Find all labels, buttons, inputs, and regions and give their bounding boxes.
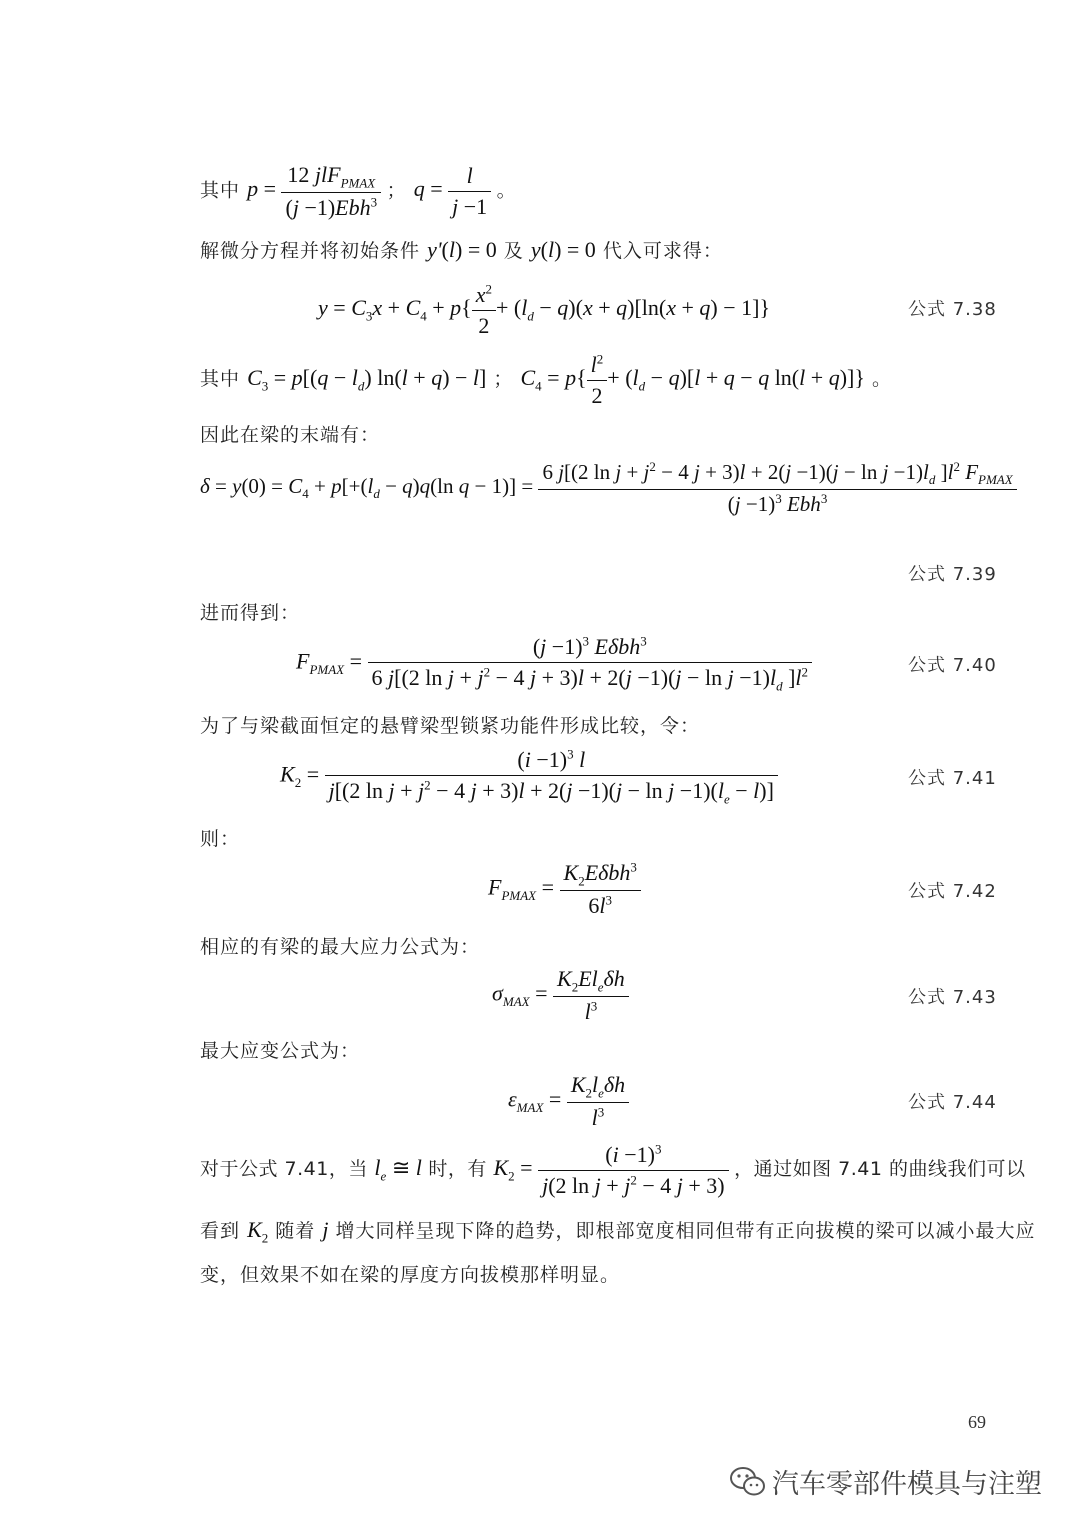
equation-number-7-41: 公式 7.41 xyxy=(908,768,997,789)
equation-7-43: $\sigma_{MAX}$ = $\frac{K_2El_e\delta h}{l^3}$ xyxy=(492,964,629,1027)
equation-number-7-42: 公式 7.42 xyxy=(908,881,997,902)
paragraph-constants: 其中 $C_3 = p[(q - l_d) \ln(l + q) - l]$ ； $C_4 = p${ $\frac{l^2}{2}$ + $(l_d - q)[l + q - q$ ln(l + q)]} 。 xyxy=(200,351,892,408)
wechat-icon xyxy=(728,1465,768,1499)
paragraph-then: 则： xyxy=(200,828,241,850)
condition-dy: y'(l) = 0 xyxy=(427,237,497,262)
paragraph-conclusion: 变，但效果不如在梁的厚度方向拔模那样明显。 xyxy=(200,1264,621,1286)
equation-number-7-40: 公式 7.40 xyxy=(908,655,997,676)
equation-7-44: $\varepsilon_{MAX}$ = $\frac{K_2l_e\delta h}{l^3}$ xyxy=(508,1070,629,1133)
paragraph-comparison: 为了与梁截面恒定的悬臂梁型锁紧功能件形成比较，令： xyxy=(200,715,701,737)
paragraph-approximation: 对于公式 7.41，当 $l_e$ ≅ l 时，有 $K_2$ = $\frac{(i -1)^3}{j(2 \ln j + j^2 - 4 j + 3)}$ ，通过如图 7.41 的曲线我们可以 xyxy=(200,1141,1026,1198)
paragraph-boundary-conditions: 解微分方程并将初始条件 y'(l) = 0 及 y(l) = 0 代入可求得： xyxy=(200,237,723,262)
equation-number-7-43: 公式 7.43 xyxy=(908,987,997,1008)
paragraph-max-stress: 相应的有梁的最大应力公式为： xyxy=(200,936,481,958)
paragraph-beam-end: 因此在梁的末端有： xyxy=(200,424,381,446)
paragraph-max-strain: 最大应变公式为： xyxy=(200,1040,361,1062)
formula-le-approx-l: $l_e$ ≅ l xyxy=(374,1155,422,1184)
formula-p: p = $\frac{12 jlF_{PMAX}}{(j -1)Ebh^3}$ xyxy=(247,176,387,201)
watermark-text: 汽车零部件模具与注塑 xyxy=(772,1469,1042,1500)
formula-k2-simplified: $K_2$ = $\frac{(i -1)^3}{j(2 \ln j + j^2 - 4 j + 3)}$ xyxy=(493,1155,734,1180)
equation-7-39: $\delta = y(0) = C_4 + p[+(l_d - q)q(\ln$ q − 1)] = 6 j[(2 $\ln j + j^2 - 4$ $j + 3)l + 2(j -1)(j - \ln j -1)l_d$ ]$l^2$ $F_{PMAX}$ $(j -1)^3$ Ebh$^3$ xyxy=(200,458,1017,518)
watermark xyxy=(728,1462,1042,1501)
equation-7-41: $K_2$ = $\frac{(i -1)^3 l}{j[(2 \ln j + j^2 - 4 j + 3)l + 2(j -1)(j - \ln j -1)(l_e - l)]}$ xyxy=(280,745,778,808)
condition-y: y(l) = 0 xyxy=(530,237,596,262)
formula-q: q = $\frac{l}{j -1}$ xyxy=(414,176,497,201)
paragraph-trend: 看到 $K_2$ 随着 j 增大同样呈现下降的趋势，即根部宽度相同但带有正向拔模的梁可以减小最大应 xyxy=(200,1217,1036,1246)
equation-number-7-39: 公式 7.39 xyxy=(908,564,997,585)
paragraph-thus: 进而得到： xyxy=(200,602,301,624)
formula-c4: $C_4 = p${ $\frac{l^2}{2}$ + $(l_d - q)[l + q - q$ ln(l + q)]} xyxy=(520,351,865,408)
formula-c3: $C_3 = p[(q - l_d) \ln(l + q) - l]$ xyxy=(247,365,487,394)
equation-number-7-38: 公式 7.38 xyxy=(908,299,997,320)
paragraph-p-q-definition: 其中 p = $\frac{12 jlF_{PMAX}}{(j -1)Ebh^3}$ ； q = $\frac{l}{j -1}$ 。 xyxy=(200,162,517,220)
text-where-1: 其中 xyxy=(200,179,241,202)
equation-number-7-44: 公式 7.44 xyxy=(908,1092,997,1113)
page-number: 69 xyxy=(968,1412,986,1432)
equation-7-42: $F_{PMAX}$ = $\frac{K_2E\delta bh^3}{6l^3}$ xyxy=(488,858,641,921)
equation-7-38: $y = C_3x + C_4 + p${ $\frac{x^2}{2}$ + $(l_d - q)(x + q)[\ln(x + q) - 1]$} xyxy=(318,281,771,338)
equation-7-40: $F_{PMAX}$ = $\frac{(j -1)^3 E\delta bh^3}{6 j[(2 \ln j + j^2 - 4 j + 3)l + 2(j -1)(j - \ln j -1)l_d ]l^2}$ xyxy=(296,632,812,695)
